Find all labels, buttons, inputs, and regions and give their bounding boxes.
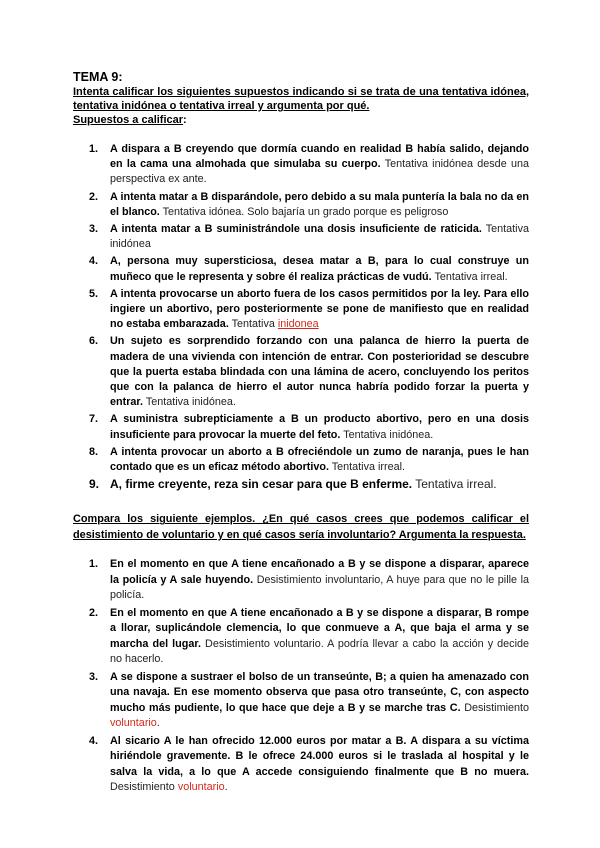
subheading-label: Supuestos a calificar	[73, 114, 184, 126]
page-title: TEMA 9:	[73, 70, 123, 84]
item-number: 1.	[89, 143, 99, 155]
case-answer: Tentativa inidónea.	[340, 428, 434, 441]
item-number: 3.	[89, 670, 99, 683]
case-answer: Tentativa irreal.	[328, 461, 405, 474]
item-number: 6.	[89, 335, 99, 348]
case-text: A, persona muy supersticiosa, desea matar a B, para lo cual construye un muñeco que le representa y sobre él realiza prácticas de vudú.	[110, 255, 529, 283]
case-answer: Tentativa inidónea	[110, 223, 529, 251]
case-text: A dispara a B creyendo que dormía cuando en realidad B había salido, dejando en la cama una almohada que simulaba su cuerpo.	[110, 143, 529, 171]
list-item	[73, 734, 529, 796]
item-number: 3.	[89, 223, 99, 236]
list-item	[73, 557, 529, 604]
list-item	[73, 254, 529, 284]
case-text: A intenta matar a B disparándole, pero debido a su mala puntería la bala no da en el blanco.	[110, 190, 529, 218]
item-number: 8.	[89, 445, 99, 458]
list-item	[73, 222, 529, 252]
case-text: A, firme creyente, reza sin cesar para que B enferme.	[110, 477, 413, 492]
case-answer: Tentativa inidónea.	[143, 396, 236, 409]
case-text: A intenta provocar un aborto a B ofreciéndole un zumo de naranja, pues le han contado que es un eficaz método abortivo.	[110, 445, 529, 474]
section-heading: Intenta calificar los siguientes supuestos indicando si se trata de una tentativa idónea, tentativa inidónea o tentativa irreal y argumenta por qué.	[73, 86, 529, 112]
case-text: A intenta provocarse un aborto fuera de los casos permitidos por la ley. Para ello ingiere un abortivo, pero posteriormente se pone de manifiesto que en realidad no estaba embarazada.	[110, 287, 529, 331]
list-item	[73, 334, 529, 410]
example-answer: Desistimiento involuntario, A huye para que no le pille la policía.	[110, 573, 529, 602]
example-answer-end: .	[224, 781, 228, 794]
item-number: 2.	[89, 606, 99, 619]
example-answer-highlight: voluntario	[177, 781, 225, 794]
list-item	[73, 670, 529, 732]
example-text: Al sicario A le han ofrecido 12.000 euros por matar a B. A dispara a su víctima hiriéndole gravemente. B le ofrece 24.000 euros si le traslada al hospital y le salva la vida, a lo que A accede consiguiendo finalmente que B no muera.	[110, 734, 529, 778]
list-item	[73, 445, 529, 475]
item-number: 5.	[89, 287, 99, 300]
item-number: 2.	[89, 190, 99, 203]
list-item	[73, 287, 529, 333]
list-item	[73, 142, 529, 188]
example-answer: Desistimiento	[460, 701, 529, 714]
item-number: 4.	[89, 734, 99, 747]
example-text: En el momento en que A tiene encañonado a B y se dispone a disparar, aparece la policía y A sale huyendo.	[110, 558, 529, 586]
list-item	[73, 477, 529, 492]
case-text: Un sujeto es sorprendido forzando con una palanca de hierro la puerta de madera de una vivienda con intención de entrar. Con posterioridad se descubre que la puerta estaba blindada con una lámina de acero, concluyendo los peritos que con la palanca de hierro el autor nunca habría podido forzar la puerta y entrar.	[110, 335, 529, 409]
example-answer-end: .	[156, 717, 160, 730]
list-item	[73, 606, 529, 668]
case-answer-highlight: inidonea	[277, 318, 319, 331]
item-number: 1.	[89, 558, 99, 571]
subheading	[73, 113, 529, 127]
item-number: 4.	[89, 255, 99, 268]
example-answer: Desistimiento voluntario. A podría llevar a cabo la acción y decide no hacerlo.	[110, 637, 529, 666]
case-answer: Tentativa irreal.	[412, 477, 497, 492]
examples-list	[73, 557, 529, 796]
subheading-colon: :	[183, 114, 187, 126]
cases-list	[73, 142, 529, 492]
example-text: A se dispone a sustraer el bolso de un transeúnte, B; a quien ha amenazado con una navaja. En ese momento observa que pasa otro transeúnte, C, con aspecto mucho más pudiente, lo que hace que deje a B y se marche tras C.	[110, 670, 529, 714]
case-text: A suministra subrepticiamente a B un producto abortivo, pero en una dosis insuficiente para provocar la muerte del feto.	[110, 413, 529, 441]
example-answer: Desistimiento	[110, 781, 178, 794]
document-page	[73, 70, 529, 798]
case-answer: Tentativa inidónea desde una perspectiva ex ante.	[110, 158, 529, 186]
list-item	[73, 412, 529, 442]
item-number: 9.	[89, 477, 100, 492]
list-item	[73, 190, 529, 220]
item-number: 7.	[89, 413, 99, 426]
section-heading-2: Compara los siguiente ejemplos. ¿En qué casos crees que podemos calificar el desistimiento de voluntario y en qué casos sería involuntario? Argumenta la respuesta.	[73, 513, 529, 541]
example-answer-highlight: voluntario	[110, 717, 157, 730]
case-text: A intenta matar a B suministrándole una dosis insuficiente de raticida.	[110, 223, 482, 236]
case-answer: Tentativa irreal.	[431, 270, 508, 283]
case-answer: Tentativa	[228, 318, 278, 331]
case-answer: Tentativa idónea. Solo bajaría un grado porque es peligroso	[159, 205, 449, 218]
example-text: En el momento en que A tiene encañonado a B y se dispone a disparar, B rompe a llorar, suplicándole clemencia, lo que conmueve a A, que baja el arma y se marcha del lugar.	[110, 606, 529, 650]
